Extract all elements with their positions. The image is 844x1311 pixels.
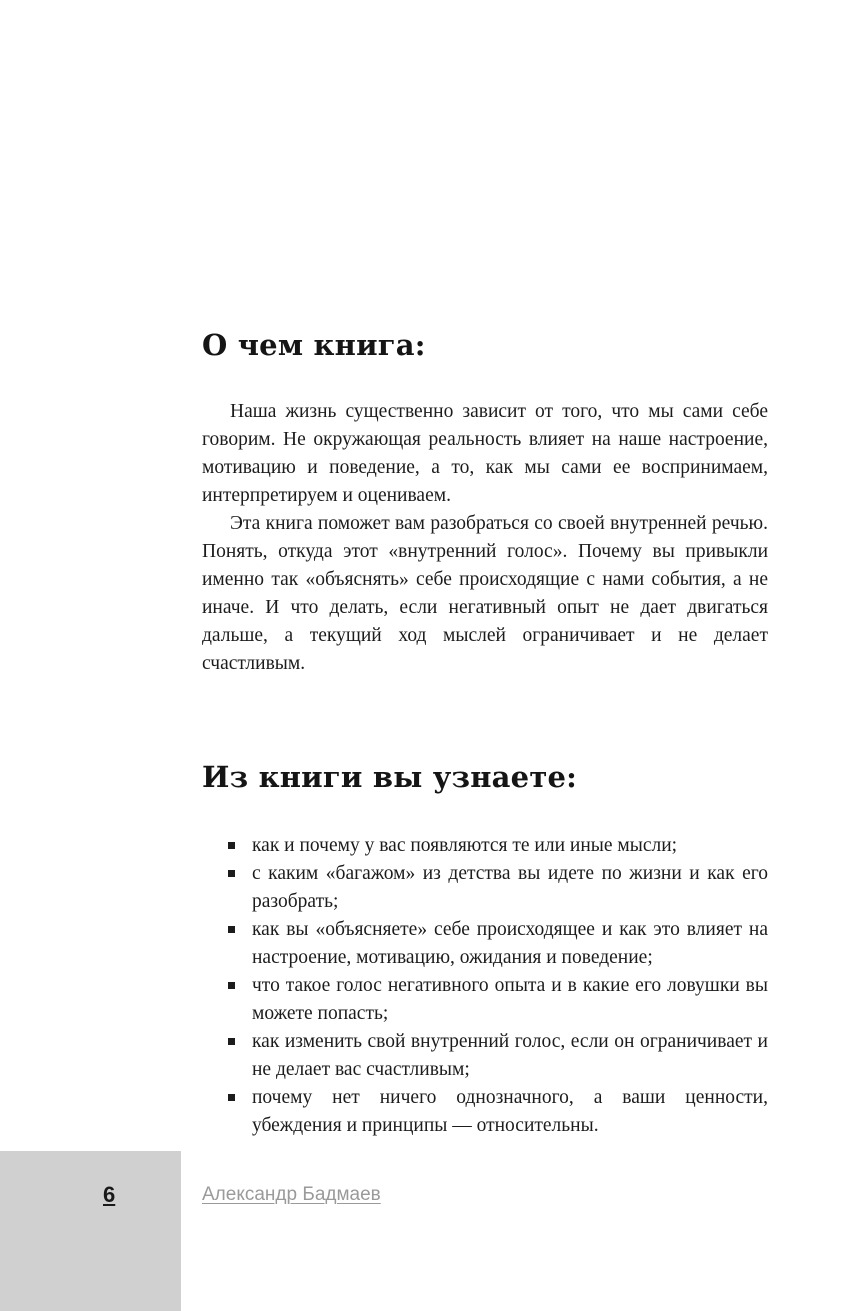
list-item-text: как изменить свой внутренний голос, если он ограничивает и не делает вас счастливым; — [252, 1031, 768, 1080]
learn-list — [222, 832, 768, 1140]
list-item-text: почему нет ничего однозначного, а ваши ценности, убеждения и принципы — относительны. — [252, 1087, 768, 1136]
square-bullet-icon — [228, 926, 235, 933]
author-name: Александр Бадмаев — [202, 1184, 381, 1205]
list-item — [222, 1084, 768, 1140]
square-bullet-icon — [228, 1038, 235, 1045]
about-paragraph: Эта книга поможет вам разобраться со своей внутренней речью. Понять, откуда этот «внутренний голос». Почему вы привыкли именно так «объяснять» себе происходящие с нами события, а не иначе. И что делать, если негативный опыт не дает двигаться дальше, а текущий ход мыслей ограничивает и не делает счастливым. — [202, 513, 768, 674]
square-bullet-icon — [228, 842, 235, 849]
learn-heading: Из книги вы узнаете: — [202, 760, 578, 794]
about-text — [202, 398, 768, 678]
about-heading: О чем книга: — [202, 328, 426, 362]
about-paragraph: Наша жизнь существенно зависит от того, что мы сами себе говорим. Не окружающая реальность влияет на наше настроение, мотивацию и поведение, а то, как мы сами ее воспринимаем, интерпретируем и оцениваем. — [202, 401, 768, 506]
list-item — [222, 1028, 768, 1084]
list-item — [222, 916, 768, 972]
footer-gray-block — [0, 1151, 181, 1311]
list-item — [222, 972, 768, 1028]
list-item-text: что такое голос негативного опыта и в какие его ловушки вы можете попасть; — [252, 975, 768, 1024]
square-bullet-icon — [228, 1094, 235, 1101]
list-item-text: с каким «багажом» из детства вы идете по жизни и как его разобрать; — [252, 863, 768, 912]
list-item-text: как вы «объясняете» себе происходящее и как это влияет на настроение, мотивацию, ожидания и поведение; — [252, 919, 768, 968]
list-item-text: как и почему у вас появляются те или иные мысли; — [252, 835, 678, 856]
list-item — [222, 832, 768, 860]
list-item — [222, 860, 768, 916]
square-bullet-icon — [228, 870, 235, 877]
page-number: 6 — [103, 1182, 116, 1207]
square-bullet-icon — [228, 982, 235, 989]
